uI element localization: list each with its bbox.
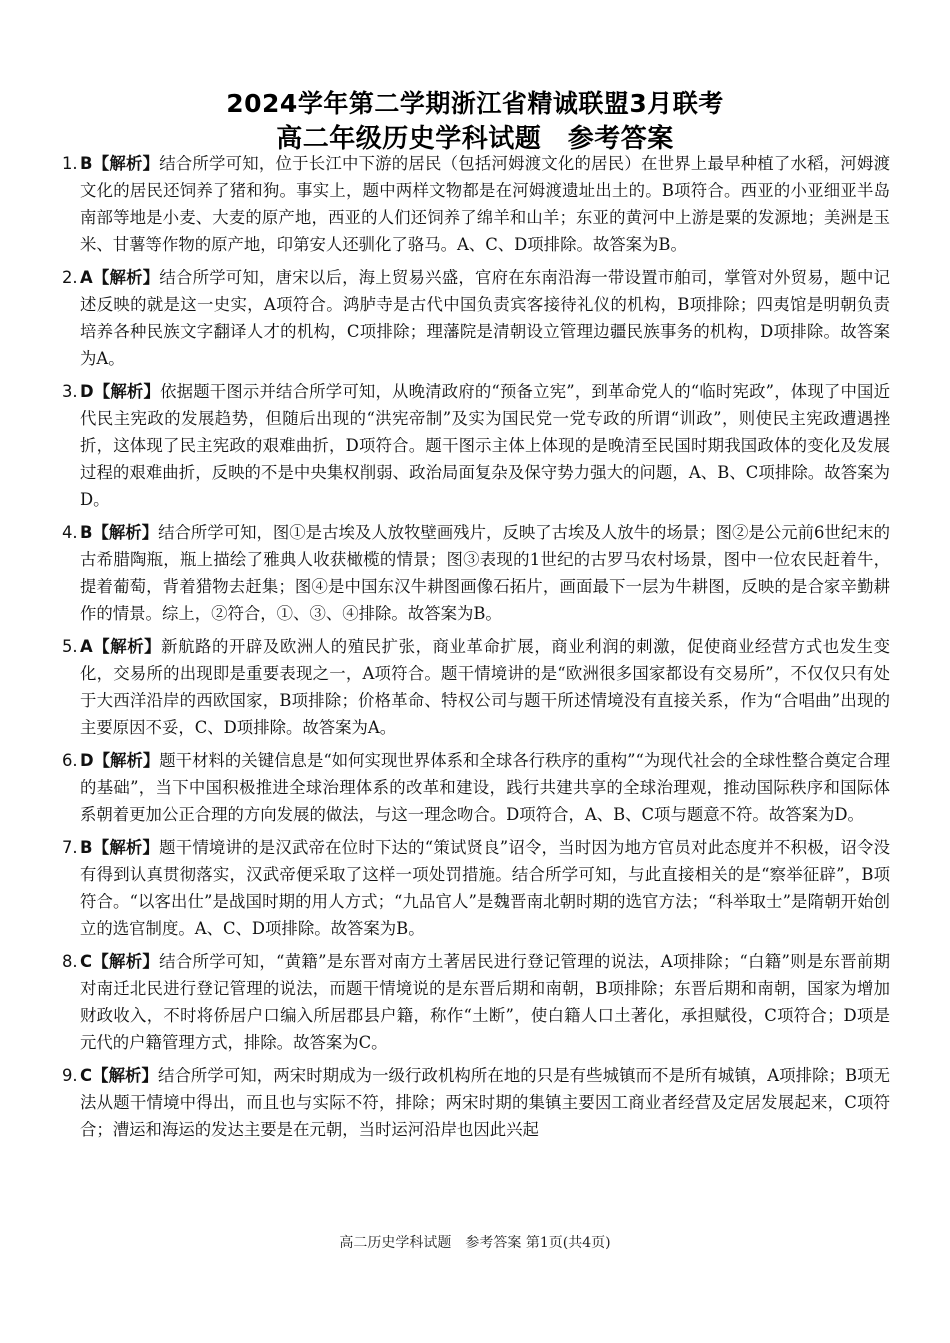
analysis-text: 结合所学可知，两宋时期成为一级行政机构所在地的只是有些城镇而不是所有城镇，A项排除；B项无法从题干情境中得出，而且也与实际不符，排除；两宋时期的集镇主要因工商业者经营及定居发展起来，C项符合；漕运和海运的发达主要是在元朝，当时运河沿岸也因此兴起 <box>80 1066 890 1139</box>
answer-item <box>62 150 890 258</box>
answer-item <box>62 948 890 1056</box>
analysis-tag: 【解析】 <box>93 382 161 401</box>
analysis-text: 新航路的开辟及欧洲人的殖民扩张，商业革命扩展，商业利润的刺激，促使商业经营方式也发生变化，交易所的出现即是重要表现之一，A项符合。题干情境讲的是“欧洲很多国家都设有交易所”，不仅仅只有处于大西洋沿岸的西欧国家，B项排除；价格革命、特权公司与题干所述情境没有直接关系，作为“合唱曲”出现的主要原因不妥，C、D项排除。故答案为A。 <box>80 637 891 737</box>
analysis-text: 结合所学可知，图①是古埃及人放牧壁画残片，反映了古埃及人放牛的场景；图②是公元前6世纪末的古希腊陶瓶，瓶上描绘了雅典人收获橄榄的情景；图③表现的1世纪的古罗马农村场景，图中一位农民赶着牛，提着葡萄，背着猎物去赶集；图④是中国东汉牛耕图画像石拓片，画面最下一层为牛耕图，反映的是合家辛勤耕作的情景。综上，②符合，①、③、④排除。故答案为B。 <box>80 523 891 623</box>
question-number: 3. <box>62 382 78 401</box>
answer-key: D <box>80 382 94 401</box>
analysis-tag: 【解析】 <box>92 637 162 656</box>
page-title: 2024学年第二学期浙江省精诚联盟3月联考 <box>226 89 724 118</box>
question-number: 8. <box>62 952 78 971</box>
analysis-text: 结合所学可知，位于长江中下游的居民（包括河姆渡文化的居民）在世界上最早种植了水稻，河姆渡文化的居民还饲养了猪和狗。事实上，题中两样文物都是在河姆渡遗址出土的。B项符合。西亚的小亚细亚半岛南部等地是小麦、大麦的原产地，西亚的人们还饲养了绵羊和山羊；东亚的黄河中上游是粟的发源地；美洲是玉米、甘薯等作物的原产地，印第安人还驯化了骆马。A、C、D项排除。故答案为B。 <box>80 154 891 254</box>
answer-key: D <box>80 751 94 770</box>
answer-item <box>62 519 890 627</box>
answer-key: A <box>80 268 93 287</box>
question-number: 2. <box>62 268 78 287</box>
answer-item <box>62 378 890 513</box>
answer-key: B <box>80 154 93 173</box>
answer-key: B <box>80 523 93 542</box>
answer-list <box>62 150 890 1149</box>
analysis-tag: 【解析】 <box>92 268 160 287</box>
answer-item <box>62 633 890 741</box>
question-number: 1. <box>62 154 78 173</box>
analysis-tag: 【解析】 <box>92 154 160 173</box>
question-number: 4. <box>62 523 78 542</box>
answer-item <box>62 1062 890 1143</box>
question-number: 6. <box>62 751 78 770</box>
analysis-tag: 【解析】 <box>92 838 160 857</box>
analysis-tag: 【解析】 <box>93 751 160 770</box>
answer-key: B <box>80 838 93 857</box>
answer-item <box>62 264 890 372</box>
analysis-text: 题干材料的关键信息是“如何实现世界体系和全球各行秩序的重构”“为现代社会的全球性整合奠定合理的基础”，当下中国积极推进全球治理体系的改革和建设，践行共建共享的全球治理观，推动国际秩序和国际体系朝着更加公正合理的方向发展的做法，与这一理念吻合。D项符合，A、B、C项与题意不符。故答案为D。 <box>80 751 890 824</box>
analysis-tag: 【解析】 <box>92 952 160 971</box>
question-number: 5. <box>62 637 78 656</box>
analysis-text: 题干情境讲的是汉武帝在位时下达的“策试贤良”诏令，当时因为地方官员对此态度并不积极，诏令没有得到认真贯彻落实，汉武帝便采取了这样一项处罚措施。结合所学可知，与此直接相关的是“察举征辟”，B项符合。“以客出仕”是战国时期的用人方式；“九品官人”是魏晋南北朝时期的选官方法；“科举取士”是隋朝开始创立的选官制度。A、C、D项排除。故答案为B。 <box>80 838 890 938</box>
answer-key: C <box>80 952 93 971</box>
answer-item <box>62 747 890 828</box>
analysis-text: 依据题干图示并结合所学可知，从晚清政府的“预备立宪”，到革命党人的“临时宪政”，体现了中国近代民主宪政的发展趋势，但随后出现的“洪宪帝制”及实为国民党一党专政的所谓“训政”，则使民主宪政遭遇挫折，这体现了民主宪政的艰难曲折，D项符合。题干图示主体上体现的是晚清至民国时期我国政体的变化及发展过程的艰难曲折，反映的不是中央集权削弱、政治局面复杂及保守势力强大的问题，A、B、C项排除。故答案为D。 <box>80 382 890 509</box>
question-number: 7. <box>62 838 78 857</box>
analysis-tag: 【解析】 <box>92 523 159 542</box>
page-subtitle: 高二年级历史学科试题 参考答案 <box>276 124 674 154</box>
answer-key: C <box>80 1066 93 1085</box>
answer-item <box>62 834 890 942</box>
analysis-text: 结合所学可知，唐宋以后，海上贸易兴盛，官府在东南沿海一带设置市舶司，掌管对外贸易，题中记述反映的就是这一史实，A项符合。鸿胪寺是古代中国负责宾客接待礼仪的机构，B项排除；四夷馆是明朝负责培养各种民族文字翻译人才的机构，C项排除；理藩院是清朝设立管理边疆民族事务的机构，D项排除。故答案为A。 <box>80 268 891 368</box>
analysis-text: 结合所学可知，“黄籍”是东晋对南方土著居民进行登记管理的说法，A项排除；“白籍”则是东晋前期对南迁北民进行登记管理的说法，而题干情境说的是东晋后期和南朝，B项排除；东晋后期和南朝，国家为增加财政收入，不时将侨居户口编入所居郡县户籍，称作“土断”，使白籍人口土著化，承担赋役，C项符合；D项是元代的户籍管理方式，排除。故答案为C。 <box>80 952 891 1052</box>
answer-key: A <box>80 637 93 656</box>
analysis-tag: 【解析】 <box>92 1066 158 1085</box>
question-number: 9. <box>62 1066 78 1085</box>
page-footer: 高二历史学科试题 参考答案 第1页(共4页) <box>339 1235 611 1251</box>
